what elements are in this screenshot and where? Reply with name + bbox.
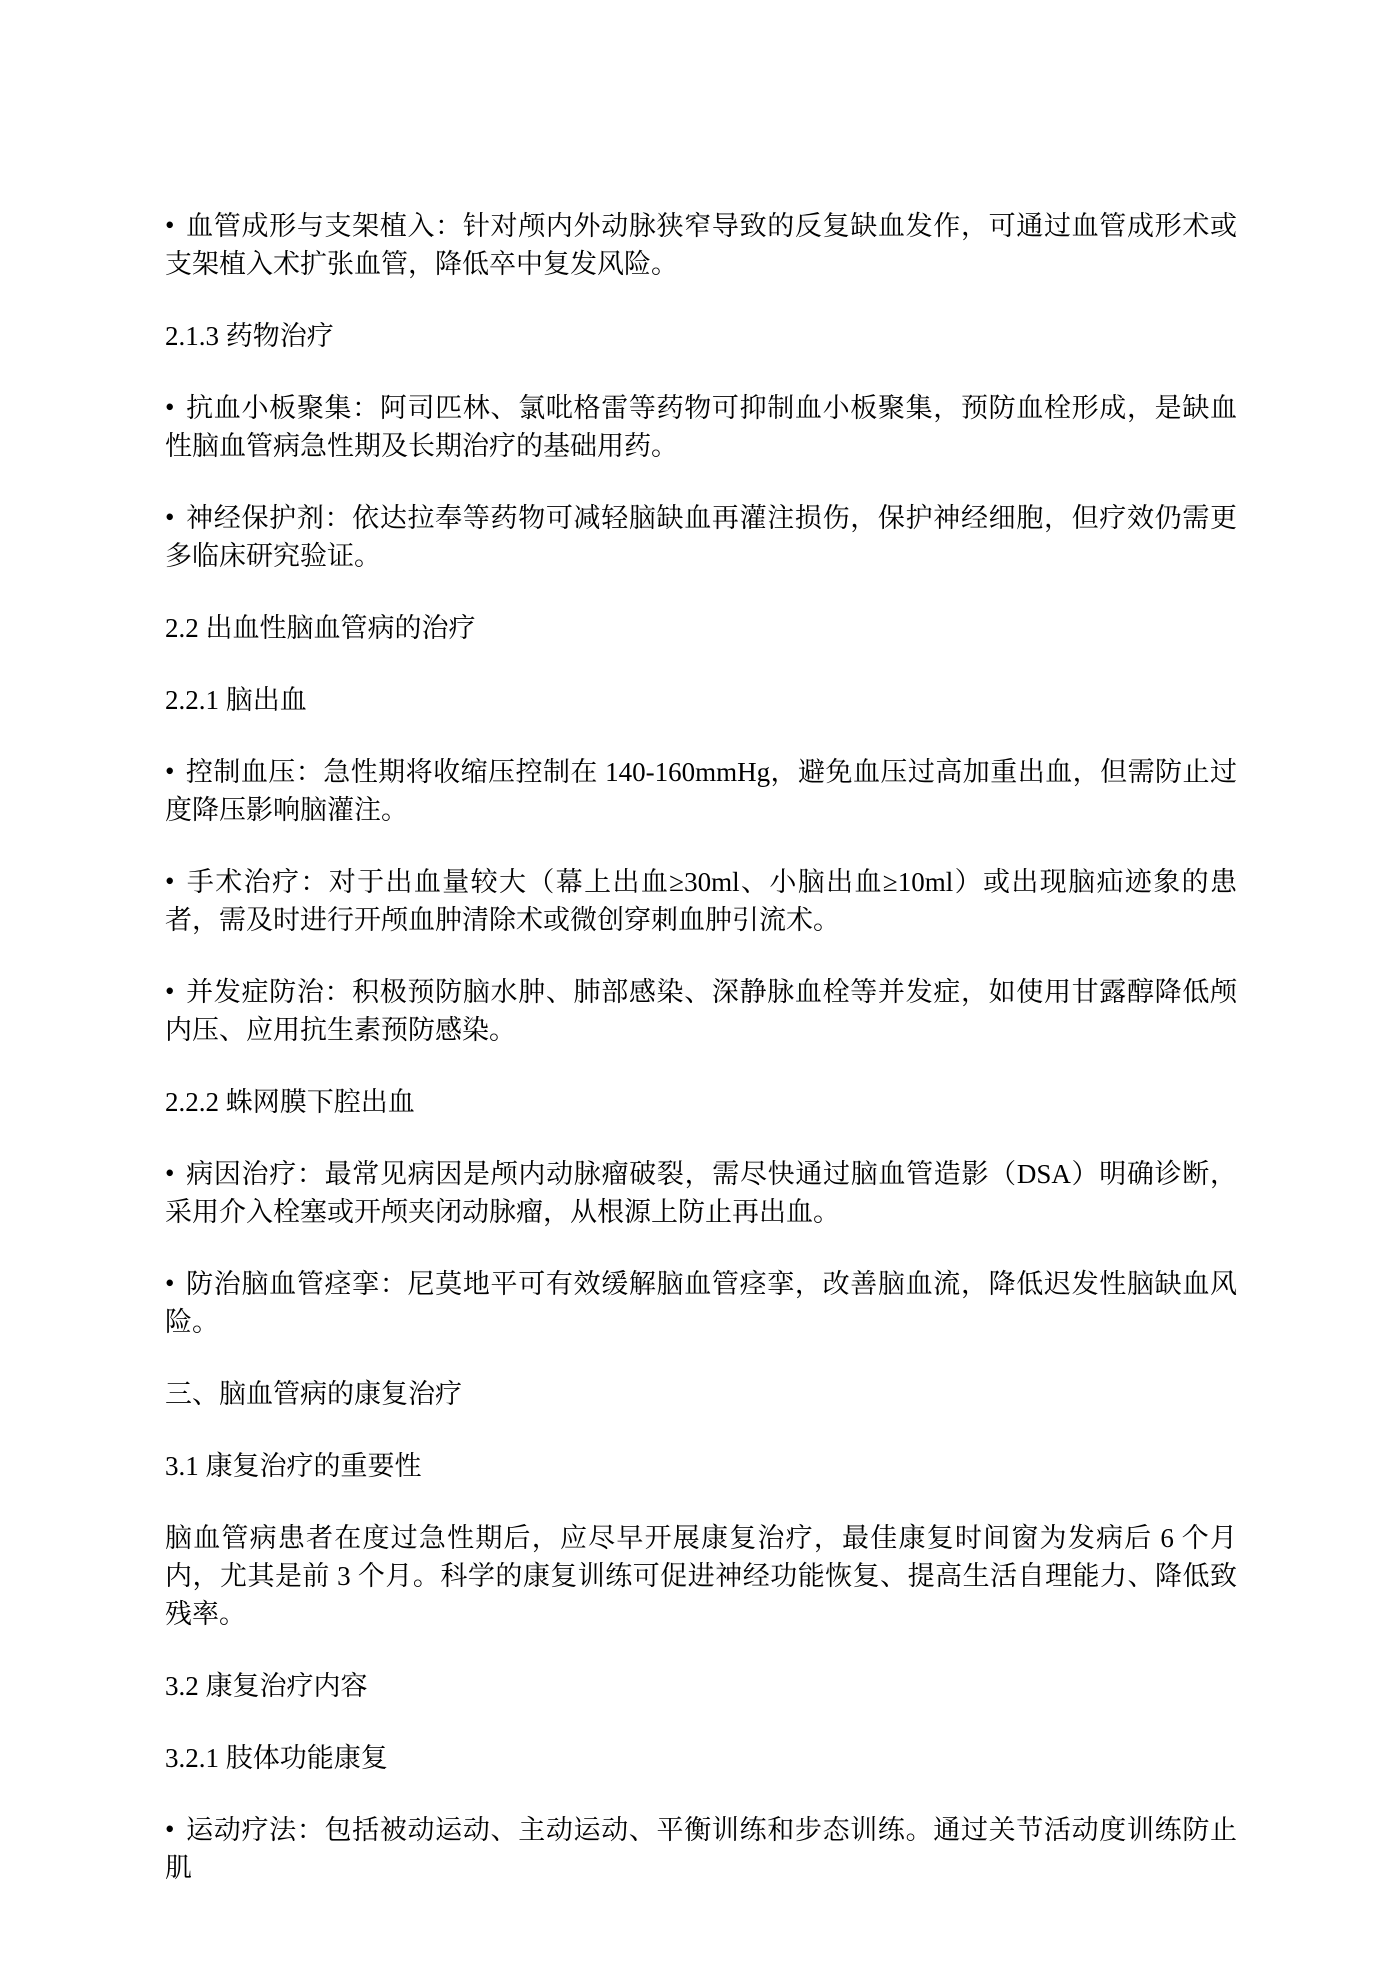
bullet-icon: •	[165, 1268, 175, 1298]
block-text: 2.2.1 脑出血	[165, 685, 307, 715]
bullet-icon: •	[165, 210, 175, 240]
bullet-icon: •	[165, 866, 175, 896]
section-heading	[165, 1447, 1237, 1485]
section-heading	[165, 1739, 1237, 1777]
block-text: 2.2.2 蛛网膜下腔出血	[165, 1087, 415, 1117]
section-heading	[165, 1667, 1237, 1705]
block-text: 防治脑血管痉挛：尼莫地平可有效缓解脑血管痉挛，改善脑血流，降低迟发性脑缺血风险。	[165, 1269, 1237, 1337]
block-text: 脑血管病患者在度过急性期后，应尽早开展康复治疗，最佳康复时间窗为发病后 6 个月内，尤其是前 3 个月。科学的康复训练可促进神经功能恢复、提高生活自理能力、降低致残率。	[165, 1523, 1237, 1629]
block-text: 三、脑血管病的康复治疗	[165, 1379, 462, 1409]
block-text: 手术治疗：对于出血量较大（幕上出血≥30ml、小脑出血≥10ml）或出现脑疝迹象的患者，需及时进行开颅血肿清除术或微创穿刺血肿引流术。	[165, 867, 1237, 935]
body-paragraph	[165, 1519, 1237, 1633]
bullet-icon: •	[165, 502, 175, 532]
block-text: 运动疗法：包括被动运动、主动运动、平衡训练和步态训练。通过关节活动度训练防止肌	[165, 1815, 1237, 1883]
document-content	[165, 207, 1237, 1887]
block-text: 2.1.3 药物治疗	[165, 321, 334, 351]
bullet-icon: •	[165, 392, 175, 422]
block-text: 血管成形与支架植入：针对颅内外动脉狭窄导致的反复缺血发作，可通过血管成形术或支架植入术扩张血管，降低卒中复发风险。	[165, 211, 1237, 279]
bullet-item	[165, 753, 1237, 829]
block-text: 3.1 康复治疗的重要性	[165, 1451, 422, 1481]
bullet-item	[165, 1265, 1237, 1341]
section-heading	[165, 1083, 1237, 1121]
bullet-item	[165, 499, 1237, 575]
section-heading	[165, 1375, 1237, 1413]
bullet-item	[165, 1155, 1237, 1231]
bullet-icon: •	[165, 976, 175, 1006]
section-heading	[165, 609, 1237, 647]
bullet-item	[165, 389, 1237, 465]
block-text: 神经保护剂：依达拉奉等药物可减轻脑缺血再灌注损伤，保护神经细胞，但疗效仍需更多临床研究验证。	[165, 503, 1237, 571]
block-text: 控制血压：急性期将收缩压控制在 140-160mmHg，避免血压过高加重出血，但需防止过度降压影响脑灌注。	[165, 757, 1237, 825]
bullet-icon: •	[165, 1814, 175, 1844]
block-text: 并发症防治：积极预防脑水肿、肺部感染、深静脉血栓等并发症，如使用甘露醇降低颅内压、应用抗生素预防感染。	[165, 977, 1237, 1045]
bullet-item	[165, 973, 1237, 1049]
block-text: 3.2 康复治疗内容	[165, 1671, 368, 1701]
bullet-item	[165, 1811, 1237, 1887]
bullet-item	[165, 207, 1237, 283]
bullet-icon: •	[165, 756, 175, 786]
bullet-icon: •	[165, 1158, 175, 1188]
block-text: 抗血小板聚集：阿司匹林、氯吡格雷等药物可抑制血小板聚集，预防血栓形成，是缺血性脑血管病急性期及长期治疗的基础用药。	[165, 393, 1237, 461]
block-text: 病因治疗：最常见病因是颅内动脉瘤破裂，需尽快通过脑血管造影（DSA）明确诊断，采用介入栓塞或开颅夹闭动脉瘤，从根源上防止再出血。	[165, 1159, 1237, 1227]
block-text: 3.2.1 肢体功能康复	[165, 1743, 388, 1773]
section-heading	[165, 317, 1237, 355]
section-heading	[165, 681, 1237, 719]
bullet-item	[165, 863, 1237, 939]
block-text: 2.2 出血性脑血管病的治疗	[165, 613, 476, 643]
